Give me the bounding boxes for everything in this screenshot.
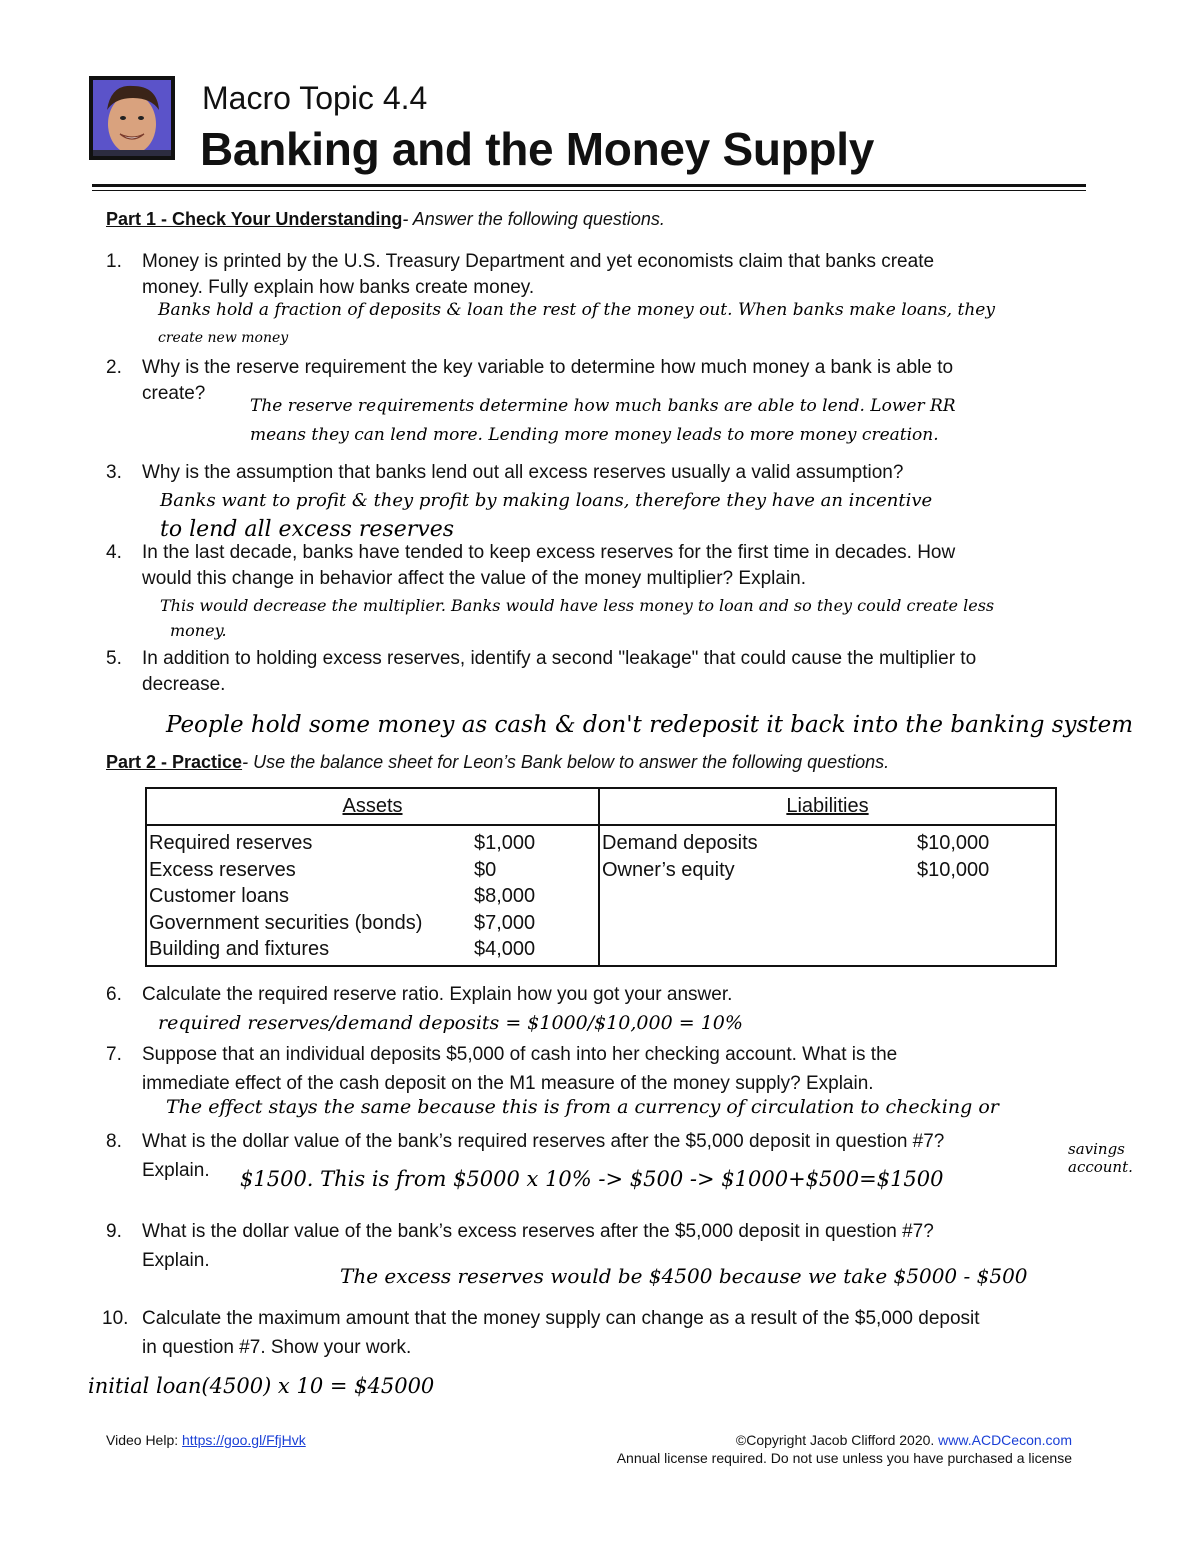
question-text: in question #7. Show your work. <box>142 1337 412 1358</box>
question-text: What is the dollar value of the bank’s required reserves after the $5,000 deposit in question #7? <box>142 1131 945 1152</box>
question-text: create? <box>142 383 206 404</box>
question-text: Explain. <box>142 1160 210 1181</box>
handwritten-answer: means they can lend more. Lending more money leads to more money creation. <box>250 425 939 445</box>
handwritten-answer: Banks want to profit & they profit by making loans, therefore they have an incentive <box>160 490 933 511</box>
license-notice: Annual license required. Do not use unless you have purchased a license <box>616 1450 1072 1466</box>
assets-header: Assets <box>342 795 403 817</box>
assets-values <box>474 830 535 963</box>
handwritten-answer: initial loan(4500) x 10 = $45000 <box>88 1374 435 1398</box>
question-text: Calculate the required reserve ratio. Explain how you got your answer. <box>142 984 733 1005</box>
table-cell: Demand deposits <box>602 832 758 854</box>
question-text: In addition to holding excess reserves, identify a second "leakage" that could cause the multiplier to <box>142 648 977 669</box>
table-cell: $4,000 <box>474 938 536 960</box>
video-help <box>106 1432 306 1448</box>
liabilities-values <box>917 830 989 883</box>
table-cell: $0 <box>474 858 497 881</box>
table-cell: $8,000 <box>474 885 536 907</box>
part1-instruction: - Answer the following questions. <box>402 209 665 229</box>
table-cell: $1,000 <box>474 832 536 854</box>
header-rule-thin <box>92 190 1086 191</box>
table-cell: Owner’s equity <box>602 858 735 881</box>
question-text: What is the dollar value of the bank’s excess reserves after the $5,000 deposit in question #7? <box>142 1221 934 1242</box>
handwritten-answer: $1500. This is from $5000 x 10% -> $500 -> $1000+$500=$1500 <box>240 1167 944 1191</box>
table-cell: Customer loans <box>149 885 290 907</box>
table-divider <box>147 824 1055 826</box>
handwritten-answer: People hold some money as cash & don't redeposit it back into the banking system <box>166 712 1134 738</box>
copyright-text: ©Copyright Jacob Clifford 2020. <box>735 1432 939 1448</box>
question-number: 5. <box>106 648 122 669</box>
table-cell: $10,000 <box>917 832 990 854</box>
question-number: 4. <box>106 542 122 563</box>
copyright <box>560 1432 1072 1448</box>
question-text: In the last decade, banks have tended to keep excess reserves for the first time in decades. How <box>142 542 956 563</box>
balance-sheet-table <box>145 787 1057 967</box>
handwritten-answer: savings account. <box>1068 1140 1133 1176</box>
question-number: 2. <box>106 357 122 378</box>
question-text: Money is printed by the U.S. Treasury Department and yet economists claim that banks create <box>142 251 935 272</box>
part2-instruction: - Use the balance sheet for Leon’s Bank below to answer the following questions. <box>242 752 890 772</box>
question-number: 10. <box>102 1308 129 1329</box>
table-cell: Government securities (bonds) <box>149 911 423 934</box>
part1-title: Part 1 - Check Your Understanding <box>106 209 403 229</box>
question-text: Calculate the maximum amount that the money supply can change as a result of the $5,000 deposit <box>142 1308 980 1329</box>
handwritten-answer: Banks hold a fraction of deposits & loan the rest of the money out. When banks make loans, they <box>158 300 995 320</box>
question-text: decrease. <box>142 674 226 695</box>
liabilities-labels <box>602 830 758 883</box>
handwritten-answer: to lend all excess reserves <box>160 517 455 542</box>
assets-labels <box>149 830 422 963</box>
question-text: Why is the assumption that banks lend out all excess reserves usually a valid assumption? <box>142 462 904 483</box>
part1-heading <box>106 209 665 230</box>
handwritten-answer: The reserve requirements determine how much banks are able to lend. Lower RR <box>250 396 956 416</box>
question-text: would this change in behavior affect the value of the money multiplier? Explain. <box>142 568 806 589</box>
table-cell: Excess reserves <box>149 858 296 881</box>
question-text: Suppose that an individual deposits $5,000 of cash into her checking account. What is the <box>142 1044 898 1065</box>
video-help-link[interactable]: https://goo.gl/FfjHvk <box>182 1432 306 1448</box>
author-photo <box>89 76 175 160</box>
question-text: Why is the reserve requirement the key variable to determine how much money a bank is able to <box>142 357 954 378</box>
handwritten-answer: required reserves/demand deposits = $1000/$10,000 = 10% <box>158 1012 743 1034</box>
table-cell: Building and fixtures <box>149 938 330 960</box>
question-text: Explain. <box>142 1250 210 1271</box>
question-text: money. Fully explain how banks create money. <box>142 277 535 298</box>
video-help-label: Video Help: <box>106 1432 183 1448</box>
question-number: 8. <box>106 1131 122 1152</box>
question-number: 6. <box>106 984 122 1005</box>
question-number: 3. <box>106 462 122 483</box>
question-number: 9. <box>106 1221 122 1242</box>
question-number: 7. <box>106 1044 122 1065</box>
header-rule <box>92 184 1086 187</box>
site-link[interactable]: www.ACDCecon.com <box>938 1432 1072 1448</box>
table-cell: $7,000 <box>474 911 536 934</box>
handwritten-answer: money. <box>170 621 227 640</box>
part2-title: Part 2 - Practice <box>106 752 243 772</box>
liabilities-header: Liabilities <box>786 795 869 817</box>
topic-label: Macro Topic 4.4 <box>202 80 428 116</box>
handwritten-answer: The excess reserves would be $4500 because we take $5000 - $500 <box>340 1264 1028 1288</box>
handwritten-answer: create new money <box>158 330 289 346</box>
part2-heading <box>106 752 889 773</box>
table-cell: $10,000 <box>917 858 990 881</box>
question-text: immediate effect of the cash deposit on the M1 measure of the money supply? Explain. <box>142 1073 874 1094</box>
table-cell: Required reserves <box>149 832 313 854</box>
handwritten-answer: The effect stays the same because this is from a currency of circulation to checking or <box>166 1096 999 1118</box>
question-number: 1. <box>106 251 122 272</box>
page-title: Banking and the Money Supply <box>200 123 874 175</box>
handwritten-answer: This would decrease the multiplier. Banks would have less money to loan and so they could create less <box>160 596 995 615</box>
